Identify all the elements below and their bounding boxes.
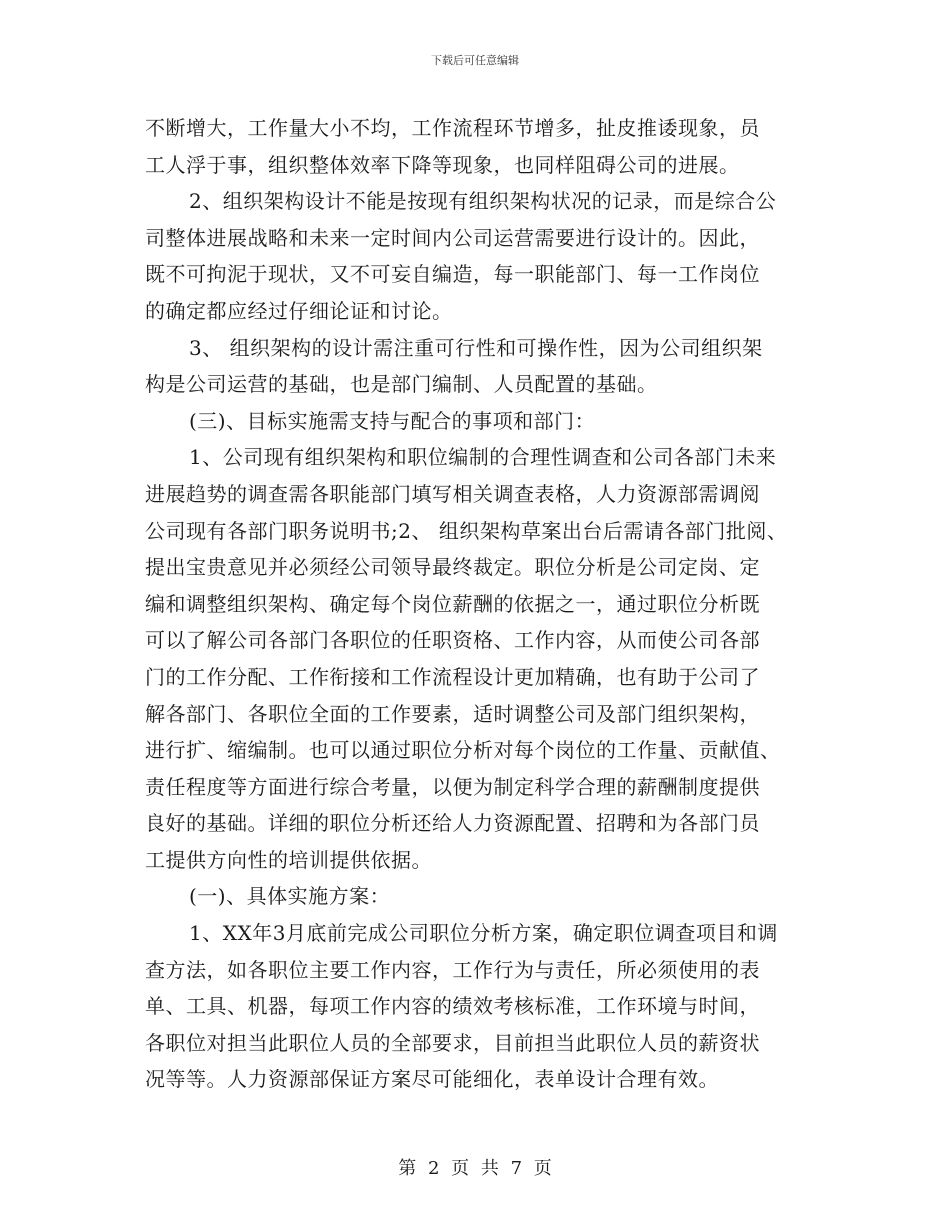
text-line: 司整体进展战略和未来一定时间内公司运营需要进行设计的。因此， bbox=[145, 225, 760, 250]
header-note: 下载后可任意编辑 bbox=[431, 54, 519, 67]
text-line: 不断增大，工作量大小不均，工作流程环节增多，扯皮推诿现象，员 bbox=[145, 116, 760, 140]
text-line: 进展趋势的调查需各职能部门填写相关调查表格，人力资源部需调阅 bbox=[145, 481, 760, 506]
text-line: (三)、目标实施需支持与配合的事项和部门： bbox=[189, 408, 596, 433]
text-line: 单、工具、机器，每项工作内容的绩效考核标准，工作环境与时间， bbox=[145, 994, 760, 1019]
text-line: 工人浮于事，组织整体效率下降等现象，也同样阻碍公司的进展。 bbox=[145, 152, 740, 177]
text-line: 可以了解公司各部门各职位的任职资格、工作内容，从而使公司各部 bbox=[145, 628, 760, 653]
text-line: 门的工作分配、工作衔接和工作流程设计更加精确，也有助于公司了 bbox=[145, 664, 760, 689]
document-body bbox=[145, 110, 815, 1098]
text-line: 进行扩、缩编制。也可以通过职位分析对每个岗位的工作量、贡献值、 bbox=[145, 738, 781, 763]
text-line: 1、公司现有组织架构和职位编制的合理性调查和公司各部门未来 bbox=[189, 445, 777, 470]
text-line: 良好的基础。详细的职位分析还给人力资源配置、招聘和为各部门员 bbox=[145, 811, 760, 836]
text-line: 3、 组织架构的设计需注重可行性和可操作性，因为公司组织架 bbox=[189, 335, 763, 360]
text-line: 工提供方向性的培训提供依据。 bbox=[145, 847, 432, 872]
text-line: 构是公司运营的基础，也是部门编制、人员配置的基础。 bbox=[145, 372, 658, 397]
text-line: 提出宝贵意见并必须经公司领导最终裁定。职位分析是公司定岗、定 bbox=[145, 555, 760, 580]
text-line: 编和调整组织架构、确定每个岗位薪酬的依据之一，通过职位分析既 bbox=[145, 591, 760, 616]
text-line: 公司现有各部门职务说明书;2、 组织架构草案出台后需请各部门批阅、 bbox=[145, 518, 788, 543]
text-line: 的确定都应经过仔细论证和讨论。 bbox=[145, 298, 453, 323]
text-line: 查方法，如各职位主要工作内容，工作行为与责任，所必须使用的表 bbox=[145, 957, 760, 982]
text-line: 责任程度等方面进行综合考量，以便为制定科学合理的薪酬制度提供 bbox=[145, 774, 760, 799]
text-line: 既不可拘泥于现状，又不可妄自编造，每一职能部门、每一工作岗位 bbox=[145, 262, 760, 287]
text-line: 解各部门、各职位全面的工作要素，适时调整公司及部门组织架构， bbox=[145, 701, 760, 726]
text-line: 1、XX年3月底前完成公司职位分析方案，确定职位调查项目和调 bbox=[189, 921, 778, 946]
text-line: 况等等。人力资源部保证方案尽可能细化，表单设计合理有效。 bbox=[145, 1067, 719, 1092]
text-line: (一)、具体实施方案： bbox=[189, 884, 391, 909]
text-line: 各职位对担当此职位人员的全部要求，目前担当此职位人员的薪资状 bbox=[145, 1030, 760, 1055]
text-line: 2、组织架构设计不能是按现有组织架构状况的记录，而是综合公 bbox=[189, 189, 777, 214]
page-number-footer: 第 2 页 共 7 页 bbox=[398, 1158, 552, 1179]
